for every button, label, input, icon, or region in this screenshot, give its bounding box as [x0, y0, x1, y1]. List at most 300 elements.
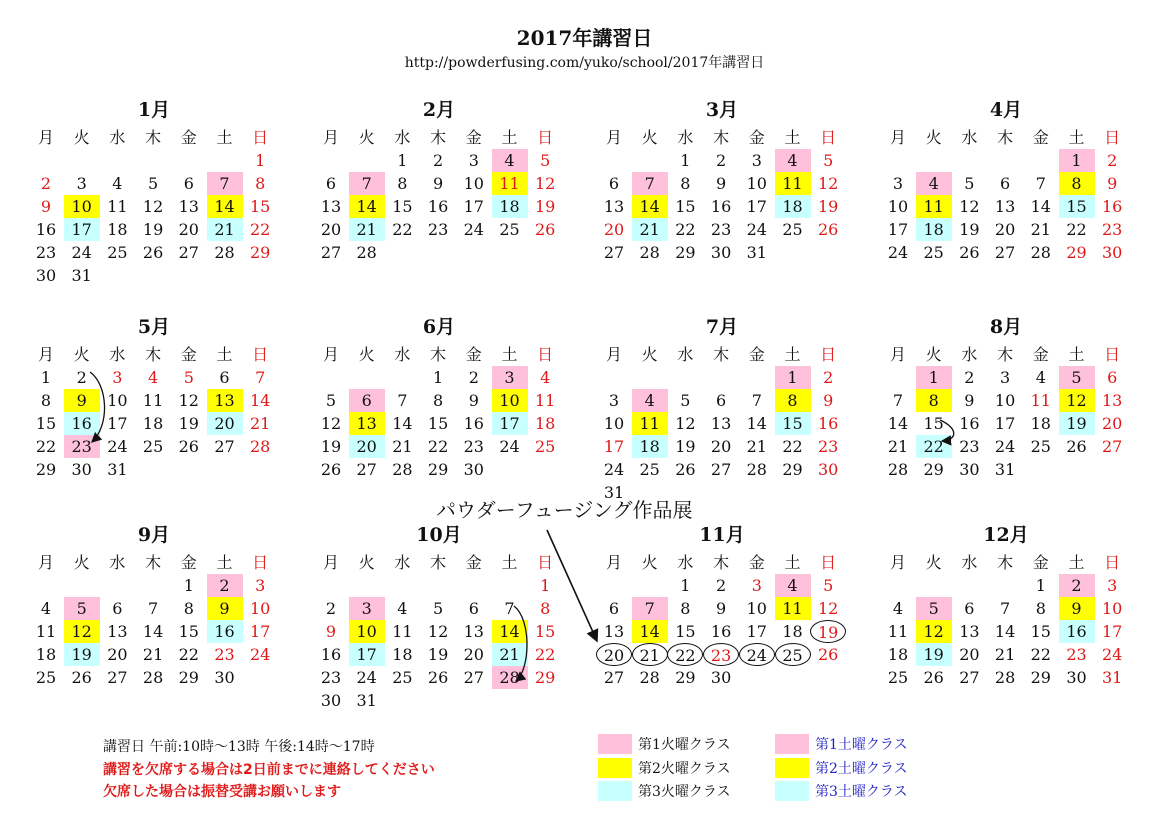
- calendar-day: 17: [887, 220, 909, 239]
- calendar-day: 17: [463, 197, 484, 216]
- calendar-day: 10: [107, 391, 128, 410]
- calendar-day: 12: [535, 174, 556, 193]
- calendar-day: 6: [608, 599, 620, 618]
- calendar-day: 29: [1030, 668, 1051, 687]
- calendar-day: 28: [639, 243, 660, 262]
- calendar-day: 13: [603, 197, 625, 216]
- calendar-day: 26: [1066, 437, 1087, 456]
- calendar-day: 19: [818, 197, 839, 216]
- calendar-day: 3: [468, 151, 479, 170]
- calendar-day: 21: [392, 437, 413, 456]
- month-title: 2月: [422, 99, 456, 121]
- calendar-day: 1: [1035, 576, 1046, 595]
- calendar-day: 1: [1059, 149, 1095, 172]
- calendar-day: 1: [40, 368, 52, 387]
- month-title: 7月: [705, 316, 739, 338]
- calendar-day: 10: [746, 599, 767, 618]
- calendar-day: 28: [356, 243, 377, 262]
- weekday-header: 土: [216, 128, 233, 147]
- calendar-day: 5: [823, 576, 834, 595]
- class-hours: 講習日 午前:10時～13時 午後:14時～17時: [103, 739, 375, 755]
- calendar-day: 2: [823, 368, 834, 387]
- calendar-day: 22: [250, 220, 271, 239]
- weekday-header: 土: [1068, 128, 1085, 147]
- calendar-day: 7: [892, 391, 904, 410]
- calendar-day: 7: [255, 368, 266, 387]
- calendar-day: 8: [183, 599, 194, 618]
- calendar-day: 5: [148, 174, 159, 193]
- calendar-day: 20: [1102, 414, 1123, 433]
- weekday-header: 日: [252, 553, 269, 572]
- weekday-header: 木: [713, 128, 730, 147]
- month-title: 5月: [137, 316, 171, 338]
- calendar-day: 26: [320, 460, 342, 479]
- calendar-day: 20: [463, 645, 484, 664]
- page-url: http://powderfusing.com/yuko/school/2017年講習日: [404, 55, 765, 71]
- calendar-day: 25: [782, 220, 803, 239]
- calendar-day: 25: [887, 668, 909, 687]
- calendar-day: 25: [392, 668, 413, 687]
- calendar-day: 4: [775, 574, 811, 597]
- weekday-header: 火: [925, 345, 942, 364]
- calendar-day: 4: [40, 599, 52, 618]
- calendar-day: 18: [492, 195, 528, 218]
- calendar-day: 15: [1030, 622, 1051, 641]
- calendar-day: 19: [675, 437, 696, 456]
- calendar-day: 10: [492, 389, 528, 412]
- calendar-day: 28: [392, 460, 413, 479]
- calendar-day: 31: [746, 243, 767, 262]
- calendar-day: 27: [178, 243, 199, 262]
- calendar-day: 29: [675, 243, 696, 262]
- calendar-day: 4: [397, 599, 408, 618]
- calendar-day: 27: [1102, 437, 1123, 456]
- calendar-day: 1: [775, 366, 811, 389]
- month-title: 6月: [422, 316, 456, 338]
- calendar-day: 24: [499, 437, 520, 456]
- weekday-header: 月: [322, 128, 339, 147]
- calendar-day: 2: [468, 368, 479, 387]
- calendar-day: 1: [183, 576, 194, 595]
- weekday-header: 金: [748, 128, 765, 147]
- calendar-day: 18: [887, 645, 909, 664]
- calendar-day: 13: [178, 197, 199, 216]
- calendar-day: 5: [916, 597, 952, 620]
- calendar-day: 19: [142, 220, 164, 239]
- legend-swatch: [775, 758, 809, 778]
- calendar-day: 26: [178, 437, 199, 456]
- calendar-day: 1: [397, 151, 408, 170]
- calendar-day: 31: [71, 266, 92, 285]
- calendar-day: 12: [142, 197, 164, 216]
- calendar-day: 13: [710, 414, 732, 433]
- calendar-day: 14: [632, 620, 668, 643]
- calendar-day: 6: [219, 368, 230, 387]
- calendar-day: 14: [887, 414, 909, 433]
- calendar-day: 19: [427, 645, 449, 664]
- weekday-header: 土: [216, 345, 233, 364]
- calendar-day: 25: [639, 460, 660, 479]
- weekday-header: 月: [322, 553, 339, 572]
- calendar-day: 25: [1030, 437, 1051, 456]
- calendar-day: 27: [710, 460, 732, 479]
- calendar-day: 26: [959, 243, 980, 262]
- calendar-day: 24: [887, 243, 909, 262]
- calendar-day: 30: [710, 668, 732, 687]
- calendar-day: 22: [782, 437, 803, 456]
- calendar-day: 22: [178, 645, 199, 664]
- calendar-day: 15: [35, 414, 57, 433]
- calendar-day: 26: [142, 243, 164, 262]
- weekday-header: 水: [961, 345, 978, 364]
- weekday-header: 金: [1032, 128, 1049, 147]
- weekday-header: 月: [605, 553, 622, 572]
- calendar-day: 17: [492, 412, 528, 435]
- weekday-header: 月: [322, 345, 339, 364]
- calendar-day: 16: [818, 414, 839, 433]
- calendar-day: 8: [680, 174, 691, 193]
- calendar-day: 16: [1102, 197, 1123, 216]
- calendar-day: 4: [540, 368, 551, 387]
- calendar-day: 26: [923, 668, 944, 687]
- calendar-day: 25: [35, 668, 57, 687]
- calendar-day: 8: [775, 389, 811, 412]
- calendar-day: 13: [320, 197, 342, 216]
- calendar-day: 14: [1030, 197, 1051, 216]
- weekday-header: 土: [1068, 553, 1085, 572]
- calendar-day: 11: [142, 391, 164, 410]
- calendar-day: 8: [1059, 172, 1095, 195]
- weekday-header: 日: [820, 345, 837, 364]
- calendar-day: 20: [710, 437, 732, 456]
- calendar-day: 29: [35, 460, 57, 479]
- calendar-day: 13: [207, 389, 243, 412]
- legend-label: 第3火曜クラス: [638, 784, 731, 800]
- calendar-day: 28: [1030, 243, 1051, 262]
- calendar-day: 5: [1059, 366, 1095, 389]
- weekday-header: 木: [713, 553, 730, 572]
- legend-item-saturday-1: [775, 734, 908, 754]
- absence-notice: 講習を欠席する場合は2日前までに連絡してください: [103, 762, 435, 778]
- weekday-header: 月: [37, 128, 54, 147]
- weekday-header: 金: [1032, 345, 1049, 364]
- calendar-day: 28: [994, 668, 1016, 687]
- calendar-day: 23: [818, 437, 839, 456]
- weekday-header: 土: [216, 553, 233, 572]
- weekday-header: 水: [394, 553, 411, 572]
- calendar-day: 1: [540, 576, 551, 595]
- calendar-day: 23: [1066, 645, 1087, 664]
- calendar-day: 2: [716, 151, 727, 170]
- calendar-day: 12: [64, 620, 100, 643]
- calendar-day: 31: [107, 460, 128, 479]
- calendar-day: 8: [40, 391, 52, 410]
- calendar-day: 11: [887, 622, 909, 641]
- calendar-day: 12: [1059, 389, 1095, 412]
- calendar-day: 13: [107, 622, 128, 641]
- calendar-day: 1: [680, 576, 691, 595]
- calendar-day: 16: [710, 197, 732, 216]
- calendar-day: 9: [40, 197, 52, 216]
- calendar-day: 18: [632, 435, 668, 458]
- calendar-day: 21: [207, 218, 243, 241]
- calendar-day: 7: [148, 599, 159, 618]
- calendar-day: 29: [178, 668, 199, 687]
- calendar-day: 23: [214, 645, 235, 664]
- weekday-header: 火: [358, 128, 375, 147]
- calendar-day: 30: [463, 460, 484, 479]
- calendar-day: 6: [349, 389, 385, 412]
- calendar-day: 24: [603, 460, 625, 479]
- calendar-day: 5: [680, 391, 691, 410]
- calendar-day: 17: [250, 622, 271, 641]
- weekday-header: 水: [394, 128, 411, 147]
- calendar-day: 7: [632, 172, 668, 195]
- weekday-header: 水: [109, 553, 126, 572]
- calendar-day: 20: [994, 220, 1016, 239]
- calendar-day: 30: [1102, 243, 1123, 262]
- calendar-day: 24: [746, 220, 767, 239]
- calendar-day: 23: [64, 435, 100, 458]
- calendar-day: 17: [746, 197, 767, 216]
- month-title: 12月: [983, 524, 1029, 546]
- calendar-day: 8: [916, 389, 952, 412]
- legend-item-tuesday-3: [598, 781, 731, 801]
- calendar-day: 24: [71, 243, 92, 262]
- weekday-header: 金: [180, 553, 197, 572]
- legend-label: 第2土曜クラス: [815, 761, 908, 777]
- calendar-day: 1: [680, 151, 691, 170]
- weekday-header: 日: [537, 345, 554, 364]
- weekday-header: 金: [748, 553, 765, 572]
- weekday-header: 日: [537, 553, 554, 572]
- legend-label: 第2火曜クラス: [638, 761, 731, 777]
- calendar-day: 4: [892, 599, 904, 618]
- calendar-day: 9: [64, 389, 100, 412]
- weekday-header: 木: [145, 128, 162, 147]
- calendar-day: 3: [112, 368, 123, 387]
- weekday-header: 日: [820, 128, 837, 147]
- weekday-header: 水: [677, 345, 694, 364]
- weekday-header: 火: [358, 553, 375, 572]
- calendar-day: 9: [433, 174, 444, 193]
- calendar-day: 18: [535, 414, 556, 433]
- calendar-day: 13: [349, 412, 385, 435]
- calendar-day: 15: [923, 414, 944, 433]
- calendar-day: 22: [535, 645, 556, 664]
- weekday-header: 金: [465, 345, 482, 364]
- calendar-day: 29: [250, 243, 271, 262]
- calendar-day: 11: [632, 412, 668, 435]
- legend-swatch: [598, 734, 632, 754]
- calendar-day: 4: [112, 174, 123, 193]
- calendar-day: 25: [107, 243, 128, 262]
- calendar-day: 23: [427, 220, 449, 239]
- calendar-day: 21: [887, 437, 909, 456]
- makeup-notice: 欠席した場合は振替受講お願いします: [103, 784, 341, 800]
- calendar-day: 9: [716, 174, 727, 193]
- calendar-day: 28: [250, 437, 271, 456]
- legend-label: 第1土曜クラス: [815, 737, 908, 753]
- weekday-header: 火: [73, 553, 90, 572]
- calendar-day: 26: [675, 460, 696, 479]
- calendar-day: 26: [535, 220, 556, 239]
- calendar-day: 2: [40, 174, 52, 193]
- calendar-day: 25: [775, 643, 811, 666]
- calendar-day: 7: [632, 597, 668, 620]
- legend-swatch: [775, 781, 809, 801]
- calendar-day: 11: [775, 172, 811, 195]
- calendar-day: 14: [632, 195, 668, 218]
- legend-swatch: [775, 734, 809, 754]
- calendar-day: 4: [492, 149, 528, 172]
- calendar-day: 11: [35, 622, 57, 641]
- calendar-day: 7: [397, 391, 408, 410]
- weekday-header: 金: [465, 128, 482, 147]
- calendar-day: 6: [112, 599, 123, 618]
- legend-label: 第1火曜クラス: [638, 737, 731, 753]
- calendar-day: 24: [356, 668, 377, 687]
- calendar-day: 19: [810, 620, 846, 643]
- calendar-day: 22: [427, 437, 449, 456]
- calendar-day: 21: [746, 437, 767, 456]
- weekday-header: 日: [1104, 345, 1121, 364]
- calendar-day: 10: [994, 391, 1016, 410]
- calendar-day: 14: [746, 414, 767, 433]
- calendar-day: 3: [1000, 368, 1011, 387]
- calendar-day: 6: [183, 174, 194, 193]
- month-title: 8月: [989, 316, 1023, 338]
- calendar-day: 25: [499, 220, 520, 239]
- weekday-header: 金: [180, 345, 197, 364]
- calendar-day: 21: [250, 414, 271, 433]
- weekday-header: 月: [37, 553, 54, 572]
- calendar-day: 28: [887, 460, 909, 479]
- calendar-day: 20: [596, 643, 632, 666]
- calendar-day: 7: [1035, 174, 1046, 193]
- weekday-header: 月: [889, 345, 906, 364]
- calendar-day: 20: [603, 220, 625, 239]
- calendar-day: 13: [1102, 391, 1123, 410]
- calendar-day: 18: [35, 645, 57, 664]
- calendar-day: 30: [320, 691, 342, 710]
- calendar-day: 6: [1000, 174, 1011, 193]
- calendar-day: 2: [433, 151, 444, 170]
- weekday-header: 火: [358, 345, 375, 364]
- calendar-day: 17: [107, 414, 128, 433]
- calendar-day: 25: [142, 437, 164, 456]
- calendar-day: 21: [349, 218, 385, 241]
- calendar-day: 8: [433, 391, 444, 410]
- calendar-day: 3: [76, 174, 87, 193]
- calendar-day: 6: [608, 174, 620, 193]
- weekday-header: 木: [145, 553, 162, 572]
- calendar-day: 6: [325, 174, 337, 193]
- calendar-day: 3: [492, 366, 528, 389]
- weekday-header: 日: [537, 128, 554, 147]
- weekday-header: 土: [784, 345, 801, 364]
- calendar-day: 2: [1059, 574, 1095, 597]
- weekday-header: 土: [501, 553, 518, 572]
- calendar-day: 26: [818, 220, 839, 239]
- calendar-day: 17: [349, 643, 385, 666]
- calendar-day: 15: [1059, 195, 1095, 218]
- calendar-day: 19: [959, 220, 980, 239]
- calendar-day: 31: [994, 460, 1016, 479]
- calendar-day: 3: [1107, 576, 1118, 595]
- weekday-header: 日: [1104, 553, 1121, 572]
- calendar-day: 28: [639, 668, 660, 687]
- calendar-day: 17: [603, 437, 625, 456]
- calendar-day: 13: [603, 622, 625, 641]
- calendar-day: 9: [1107, 174, 1118, 193]
- weekday-header: 土: [501, 345, 518, 364]
- weekday-header: 木: [430, 553, 447, 572]
- calendar-day: 14: [349, 195, 385, 218]
- calendar-day: 16: [463, 414, 484, 433]
- calendar-day: 29: [535, 668, 556, 687]
- calendar-day: 11: [1030, 391, 1051, 410]
- calendar-day: 23: [463, 437, 484, 456]
- calendar-day: 26: [427, 668, 449, 687]
- calendar-day: 27: [603, 243, 625, 262]
- calendar-day: 27: [320, 243, 342, 262]
- legend-swatch: [598, 781, 632, 801]
- weekday-header: 水: [109, 128, 126, 147]
- calendar-day: 16: [207, 620, 243, 643]
- calendar-day: 13: [994, 197, 1016, 216]
- legend-label: 第3土曜クラス: [815, 784, 908, 800]
- calendar-day: 30: [35, 266, 57, 285]
- calendar-day: 2: [964, 368, 975, 387]
- calendar-day: 7: [751, 391, 762, 410]
- calendar-day: 18: [1030, 414, 1051, 433]
- calendar-day: 23: [959, 437, 980, 456]
- calendar-day: 4: [148, 368, 159, 387]
- calendar-day: 21: [1030, 220, 1051, 239]
- calendar-day: 11: [535, 391, 556, 410]
- calendar-day: 3: [892, 174, 904, 193]
- weekday-header: 火: [641, 553, 658, 572]
- calendar-day: 7: [504, 599, 515, 618]
- calendar-day: 9: [1059, 597, 1095, 620]
- weekday-header: 木: [997, 345, 1014, 364]
- calendar-day: 5: [183, 368, 194, 387]
- calendar-day: 14: [250, 391, 271, 410]
- calendar-day: 7: [207, 172, 243, 195]
- calendar-day: 15: [535, 622, 556, 641]
- weekday-header: 水: [394, 345, 411, 364]
- calendar-day: 21: [142, 645, 164, 664]
- calendar-day: 24: [994, 437, 1016, 456]
- calendar-day: 9: [964, 391, 975, 410]
- calendar-day: 16: [64, 412, 100, 435]
- calendar-day: 12: [320, 414, 342, 433]
- calendar-day: 3: [751, 576, 762, 595]
- calendar-day: 6: [716, 391, 727, 410]
- month-title: 1月: [137, 99, 171, 121]
- calendar-day: 22: [1066, 220, 1087, 239]
- calendar-day: 14: [142, 622, 164, 641]
- calendar-day: 29: [675, 668, 696, 687]
- calendar-day: 30: [818, 460, 839, 479]
- calendar-day: 13: [463, 622, 484, 641]
- calendar-day: 21: [632, 218, 668, 241]
- calendar-day: 17: [1102, 622, 1123, 641]
- month-title: 9月: [137, 524, 171, 546]
- legend-item-saturday-3: [775, 781, 908, 801]
- weekday-header: 月: [889, 128, 906, 147]
